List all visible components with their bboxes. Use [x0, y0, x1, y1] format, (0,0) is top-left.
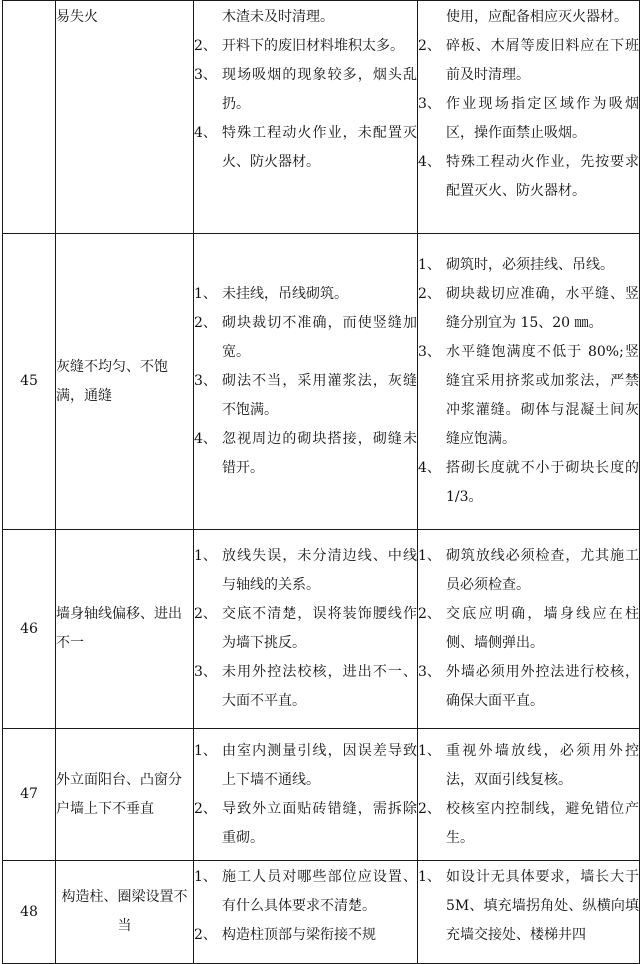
measure-item — [418, 795, 639, 853]
row-number: 48 — [3, 861, 56, 964]
item-text: 木渣未及时清理。 — [222, 9, 334, 25]
measure-item — [418, 251, 639, 280]
row-number — [3, 1, 56, 234]
item-text: 施工人员对哪些部位应设置、有什么具体要求不清楚。 — [222, 869, 417, 914]
measure-item — [418, 658, 639, 716]
cause-item — [194, 119, 417, 177]
defect-name: 构造柱、圈梁设置不当 — [56, 861, 194, 964]
cause-item — [194, 542, 417, 600]
item-text: 砌块裁切应准确，水平缝、竖缝分别宜为 15、20 ㎜。 — [446, 286, 639, 331]
item-number: 1、 — [194, 548, 217, 564]
item-text: 导致外立面贴砖错缝，需拆除重砌。 — [222, 800, 417, 846]
measure-list — [418, 1, 640, 234]
item-number: 3、 — [194, 373, 217, 389]
cause-list — [194, 729, 418, 861]
item-number: 1、 — [418, 869, 441, 885]
cause-item — [194, 3, 417, 32]
item-text: 放线失误，未分清边线、中线与轴线的关系。 — [222, 548, 417, 593]
item-number: 1、 — [418, 742, 441, 759]
cause-item — [194, 32, 417, 61]
cause-item — [194, 795, 417, 853]
item-number: 4、 — [194, 125, 217, 141]
measure-item — [418, 32, 639, 90]
item-text: 开料下的废旧材料堆积太多。 — [222, 38, 404, 54]
cause-list — [194, 1, 418, 234]
item-number: 4、 — [418, 460, 441, 476]
item-number: 4、 — [194, 431, 217, 447]
cause-item — [194, 280, 417, 309]
row-number: 46 — [3, 530, 56, 729]
table-row — [3, 1, 640, 234]
item-number: 2、 — [194, 606, 217, 622]
measure-list — [418, 729, 640, 861]
item-number: 3、 — [194, 664, 217, 680]
item-text: 使用，应配备相应灭火器材。 — [446, 9, 628, 25]
measure-item — [418, 737, 639, 795]
item-text: 如设计无具体要求，墙长大于 5M、填充墙拐角处、纵横向填充墙交接处、楼梯井四 — [446, 869, 639, 943]
item-text: 特殊工程动火作业，先按要求配置灭火、防火器材。 — [446, 154, 639, 199]
measure-item — [418, 148, 639, 206]
cause-item — [194, 61, 417, 119]
defects-table — [2, 0, 640, 964]
item-text: 重视外墙放线，必须用外控法，双面引线复核。 — [446, 742, 639, 788]
measure-item — [418, 454, 639, 512]
cause-item — [194, 658, 417, 716]
item-text: 砌筑放线必须检查，尤其施工员必须检查。 — [446, 548, 639, 593]
item-number: 4、 — [418, 154, 441, 170]
cause-item — [194, 309, 417, 367]
item-number: 1、 — [194, 869, 217, 885]
measure-item — [418, 863, 639, 950]
item-number: 2、 — [194, 315, 217, 331]
cause-item — [194, 863, 417, 921]
item-number: 2、 — [418, 800, 441, 817]
item-text: 构造柱顶部与梁衔接不规 — [222, 927, 376, 943]
measure-item — [418, 338, 639, 454]
cause-list — [194, 530, 418, 729]
item-text: 未用外控法校核，进出不一、大面不平直。 — [222, 664, 417, 709]
item-number: 1、 — [194, 742, 217, 759]
item-text: 碎板、木屑等废旧料应在下班前及时清理。 — [446, 38, 639, 83]
item-number: 1、 — [194, 286, 217, 302]
item-text: 交底应明确，墙身线应在柱侧、墙侧弹出。 — [446, 606, 639, 651]
measure-list — [418, 234, 640, 530]
cause-list — [194, 234, 418, 530]
item-number: 2、 — [418, 606, 441, 622]
item-number: 2、 — [194, 927, 217, 943]
measure-item — [418, 600, 639, 658]
measure-item — [418, 542, 639, 600]
item-text: 外墙必须用外控法进行校核，确保大面平直。 — [446, 664, 639, 709]
item-text: 交底不清楚，误将装饰腰线作为墙下挑反。 — [222, 606, 417, 651]
measure-item — [418, 3, 639, 32]
item-text: 水平缝饱满度不低于 80%;竖缝宜采用挤浆或加浆法，严禁冲浆灌缝。砌体与混凝土间灰缝应饱满。 — [446, 344, 639, 447]
item-number: 2、 — [418, 286, 441, 302]
defect-name: 外立面阳台、凸窗分户墙上下不垂直 — [56, 729, 194, 861]
item-text: 砌筑时，必须挂线、吊线。 — [446, 257, 614, 273]
item-text: 砌块裁切不准确，而使竖缝加宽。 — [222, 315, 417, 360]
row-number: 45 — [3, 234, 56, 530]
table-row — [3, 234, 640, 530]
item-text: 作业现场指定区域作为吸烟区，操作面禁止吸烟。 — [446, 96, 639, 141]
item-text: 特殊工程动火作业，未配置灭火、防火器材。 — [222, 125, 417, 170]
item-text: 校核室内控制线，避免错位产生。 — [446, 800, 639, 846]
measure-list — [418, 861, 640, 964]
item-text: 由室内测量引线，因误差导致上下墙不通线。 — [222, 742, 417, 788]
cause-item — [194, 367, 417, 425]
item-text: 忽视周边的砌块搭接，砌缝未错开。 — [222, 431, 417, 476]
defect-name: 易失火 — [56, 1, 194, 234]
item-number: 1、 — [418, 548, 441, 564]
measure-item — [418, 90, 639, 148]
cause-list — [194, 861, 418, 964]
measure-list — [418, 530, 640, 729]
defect-name: 灰缝不均匀、不饱满，通缝 — [56, 234, 194, 530]
item-number: 1、 — [418, 257, 441, 273]
cause-item — [194, 600, 417, 658]
table-row — [3, 530, 640, 729]
cause-item — [194, 921, 417, 950]
item-number: 2、 — [194, 800, 217, 817]
item-number: 3、 — [418, 664, 441, 680]
table-row — [3, 861, 640, 964]
item-text: 未挂线，吊线砌筑。 — [222, 286, 348, 302]
item-number: 3、 — [418, 344, 441, 360]
item-number: 2、 — [194, 38, 217, 54]
row-number: 47 — [3, 729, 56, 861]
item-text: 现场吸烟的现象较多，烟头乱扔。 — [222, 67, 417, 112]
item-text: 搭砌长度就不小于砌块长度的 1/3。 — [446, 460, 639, 505]
item-text: 砌法不当，采用灌浆法，灰缝不饱满。 — [222, 373, 417, 418]
cause-item — [194, 425, 417, 483]
cause-item — [194, 737, 417, 795]
item-number: 3、 — [194, 67, 217, 83]
defect-name: 墙身轴线偏移、进出不一 — [56, 530, 194, 729]
table-row — [3, 729, 640, 861]
item-number: 2、 — [418, 38, 441, 54]
item-number: 3、 — [418, 96, 441, 112]
table-body — [3, 1, 640, 964]
measure-item — [418, 280, 639, 338]
